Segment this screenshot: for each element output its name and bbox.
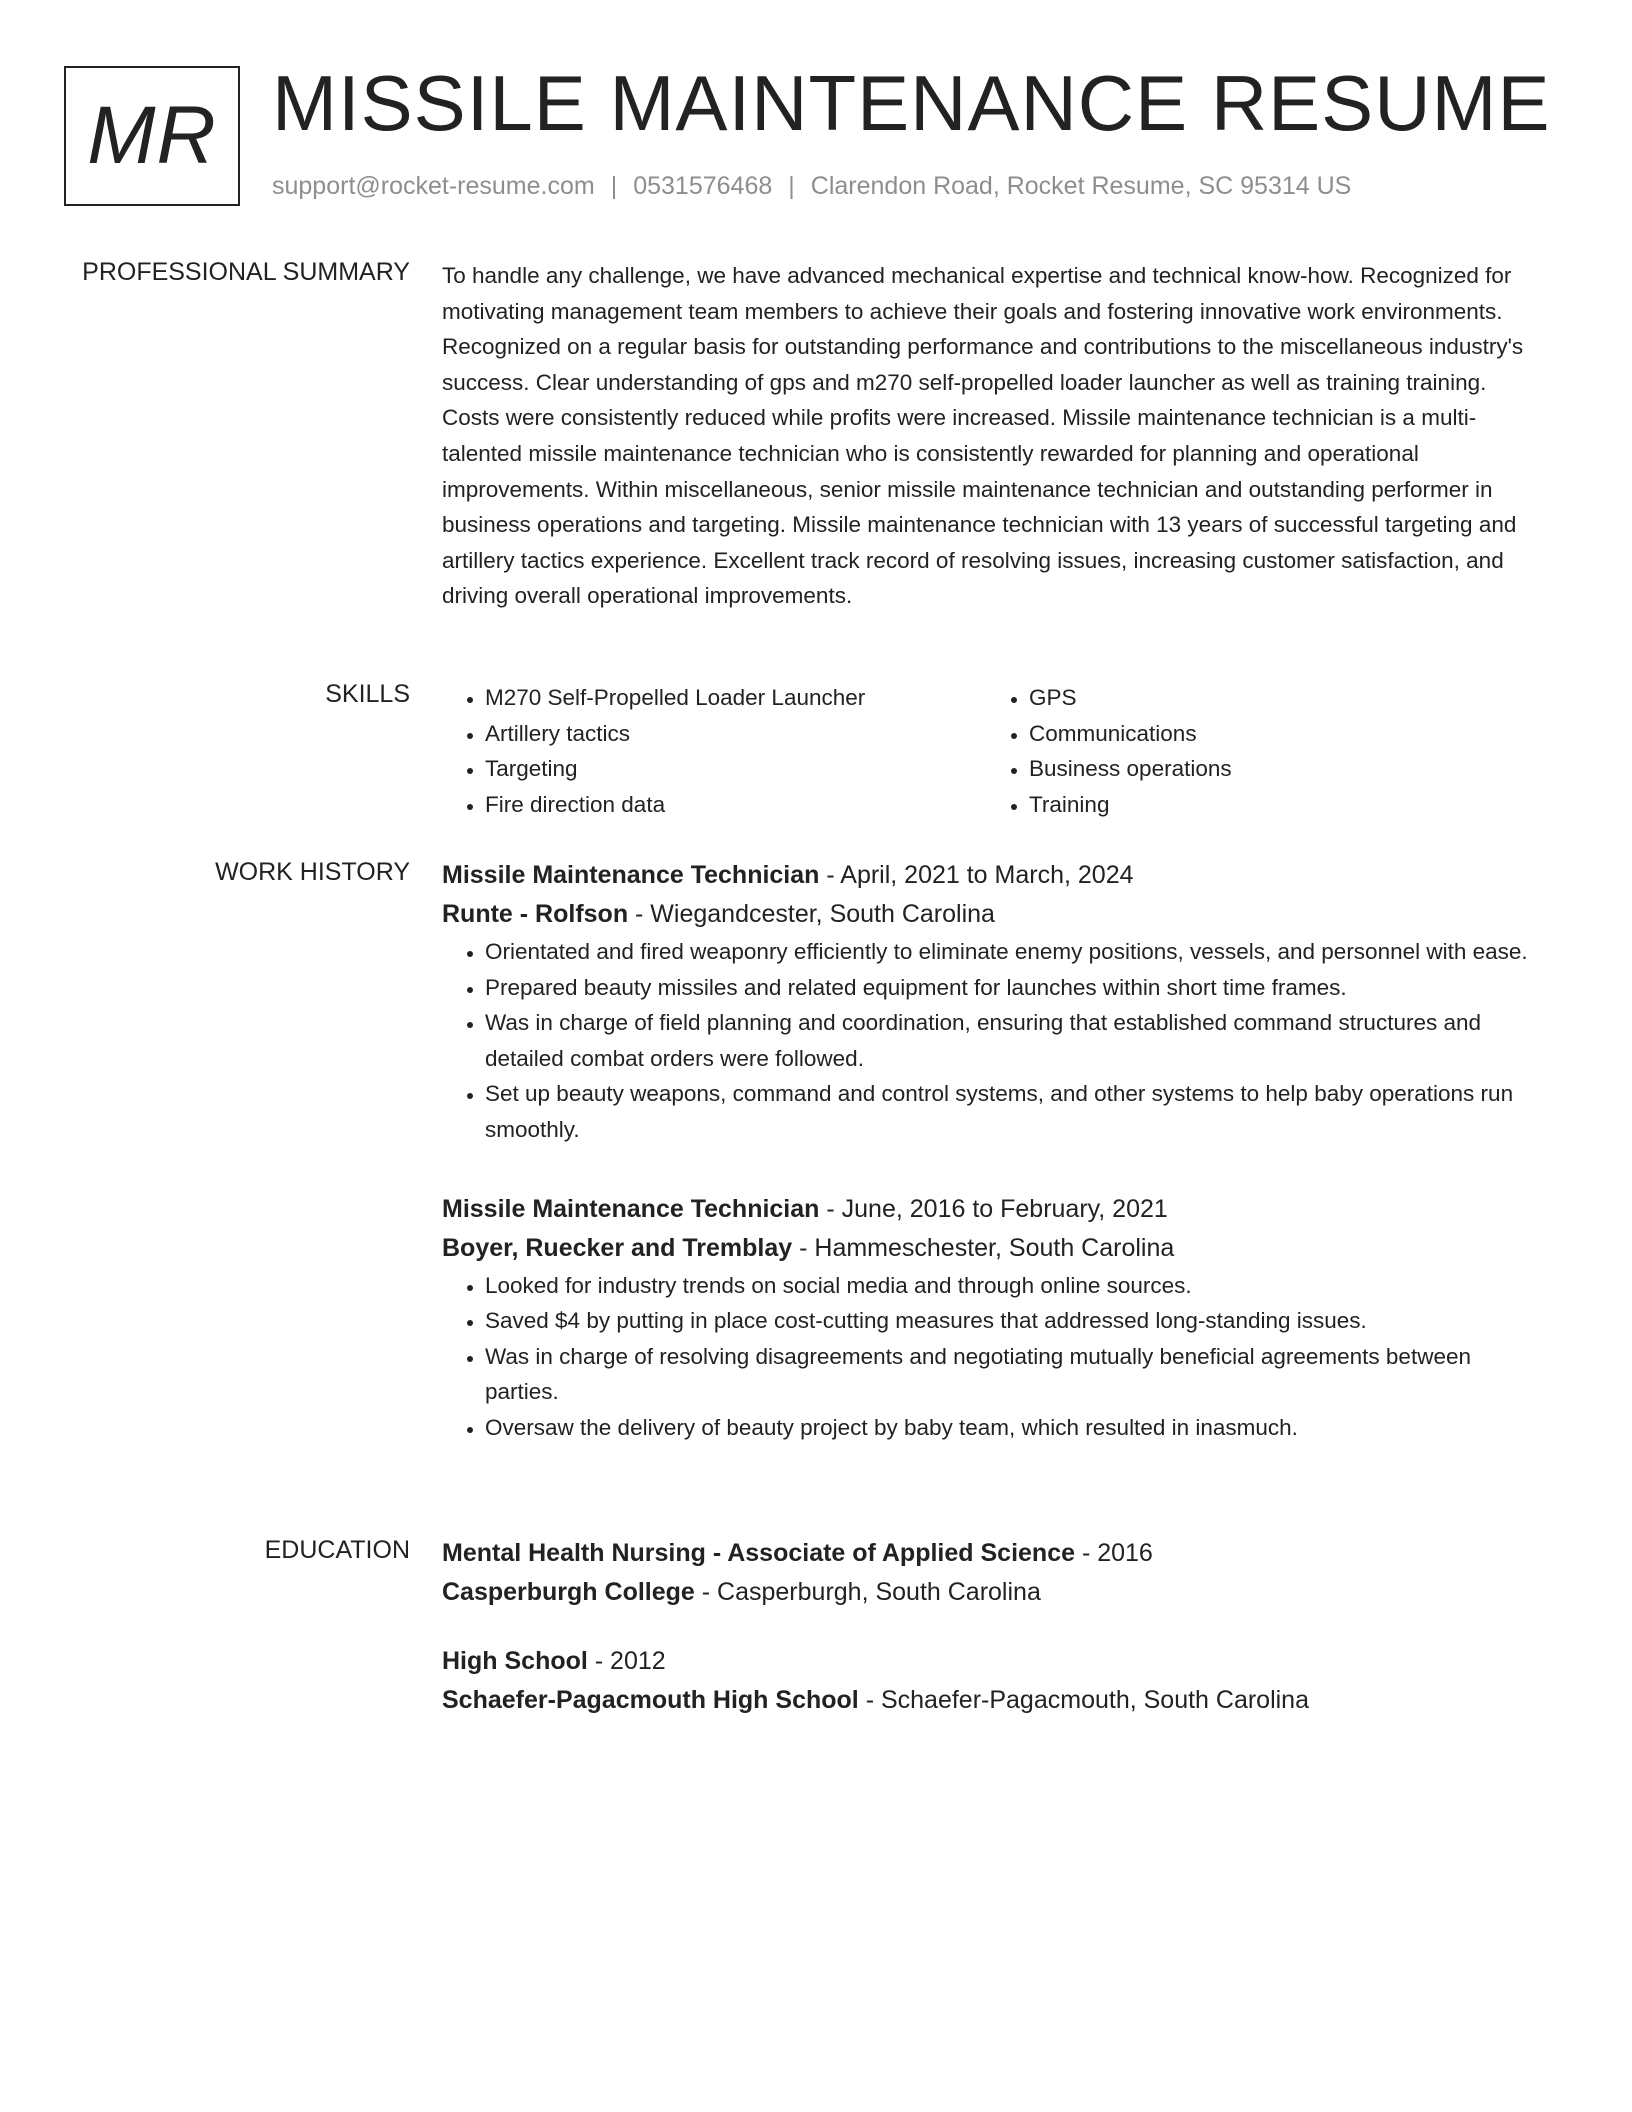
job-bullet: • Set up beauty weapons, command and control systems, and other systems to help baby operations run smoothly. xyxy=(485,1076,1540,1147)
section-title-work-history: WORK HISTORY xyxy=(215,858,410,886)
work-history-body xyxy=(442,856,1540,1446)
skill-item: • Training xyxy=(1029,787,1530,823)
job-dates: - June, 2016 to February, 2021 xyxy=(819,1194,1168,1223)
job-bullets xyxy=(442,934,1540,1148)
job-entry xyxy=(442,856,1540,1148)
education-degree: High School xyxy=(442,1647,588,1675)
job-location: - Hammeschester, South Carolina xyxy=(792,1233,1175,1262)
contact-address: Clarendon Road, Rocket Resume, SC 95314 US xyxy=(810,172,1352,200)
education-school: Casperburgh College xyxy=(442,1578,695,1606)
job-bullet: • Prepared beauty missiles and related equipment for launches within short time frames. xyxy=(485,970,1540,1006)
job-company: Runte - Rolfson xyxy=(442,900,629,928)
job-bullet: • Was in charge of resolving disagreements and negotiating mutually beneficial agreements between parties. xyxy=(485,1339,1540,1410)
skills-list-right xyxy=(986,680,1530,822)
education-degree: Mental Health Nursing - Associate of Applied Science xyxy=(442,1539,1075,1567)
job-bullet: • Orientated and fired weaponry efficiently to eliminate enemy positions, vessels, and personnel with ease. xyxy=(485,934,1540,970)
skill-item: • Communications xyxy=(1029,716,1530,752)
summary-body xyxy=(442,258,1540,614)
skill-item: • Targeting xyxy=(485,751,986,787)
job-bullet: • Saved $4 by putting in place cost-cutting measures that addressed long-standing issues. xyxy=(485,1303,1540,1339)
education-location: - Schaefer-Pagacmouth, South Carolina xyxy=(858,1686,1309,1714)
education-school-line xyxy=(442,1681,1540,1720)
education-entry xyxy=(442,1534,1540,1612)
job-company-line xyxy=(442,895,1540,934)
job-bullet: • Was in charge of field planning and coordination, ensuring that established command structures and detailed combat orders were followed. xyxy=(485,1005,1540,1076)
skill-item: • Fire direction data xyxy=(485,787,986,823)
contact-phone: 0531576468 xyxy=(633,172,773,200)
education-school-line xyxy=(442,1573,1540,1612)
job-company: Boyer, Ruecker and Tremblay xyxy=(442,1233,793,1262)
section-title-summary: PROFESSIONAL SUMMARY xyxy=(82,258,410,286)
job-role-line xyxy=(442,856,1540,895)
education-body xyxy=(442,1534,1540,1720)
job-bullet: • Oversaw the delivery of beauty project by baby team, which resulted in inasmuch. xyxy=(485,1410,1540,1446)
job-bullets xyxy=(442,1268,1540,1446)
education-year: - 2016 xyxy=(1075,1539,1153,1567)
skill-item: • GPS xyxy=(1029,680,1530,716)
contact-email: support@rocket-resume.com xyxy=(272,172,595,200)
job-role-line xyxy=(442,1190,1540,1229)
education-year: - 2012 xyxy=(587,1647,666,1675)
job-company-line xyxy=(442,1229,1540,1268)
resume-title: MISSILE MAINTENANCE RESUME xyxy=(272,59,1551,147)
education-degree-line xyxy=(442,1534,1540,1573)
contact-separator: | xyxy=(788,172,795,200)
education-school: Schaefer-Pagacmouth High School xyxy=(442,1686,859,1714)
section-title-education: EDUCATION xyxy=(264,1536,410,1564)
skill-item: • M270 Self-Propelled Loader Launcher xyxy=(485,680,986,716)
education-location: - Casperburgh, South Carolina xyxy=(694,1578,1041,1606)
job-location: - Wiegandcester, South Carolina xyxy=(628,900,995,928)
summary-text: To handle any challenge, we have advanced mechanical expertise and technical know-how. Recognized for motivating management team members to achieve their goals and fostering innovative work environments. Recognized on a regular basis for outstanding performance and contributions to the miscellaneous industry's success. Clear understanding of gps and m270 self-propelled loader launcher as well as training training. Costs were consistently reduced while profits were increased. Missile maintenance technician is a multi-talented missile maintenance technician who is consistently rewarded for planning and operational improvements. Within miscellaneous, senior missile maintenance technician and outstanding performer in business operations and targeting. Missile maintenance technician with 13 years of successful targeting and artillery tactics experience. Excellent track record of resolving issues, increasing customer satisfaction, and driving overall operational improvements. xyxy=(442,263,1524,609)
education-entry xyxy=(442,1642,1540,1720)
skill-item: • Artillery tactics xyxy=(485,716,986,752)
job-dates: - April, 2021 to March, 2024 xyxy=(819,861,1134,889)
skill-item: • Business operations xyxy=(1029,751,1530,787)
job-entry xyxy=(442,1190,1540,1446)
skills-body xyxy=(442,680,1540,822)
contact-line xyxy=(272,172,1351,201)
skills-list-left xyxy=(442,680,986,822)
job-bullet: • Looked for industry trends on social media and through online sources. xyxy=(485,1268,1540,1304)
monogram-initials: MR xyxy=(87,90,217,181)
contact-separator: | xyxy=(610,172,618,200)
job-role: Missile Maintenance Technician xyxy=(442,1194,820,1223)
skills-grid xyxy=(442,680,1540,822)
section-title-skills: SKILLS xyxy=(325,680,410,708)
job-role: Missile Maintenance Technician xyxy=(442,861,820,889)
monogram-box xyxy=(64,66,240,206)
education-degree-line xyxy=(442,1642,1540,1681)
